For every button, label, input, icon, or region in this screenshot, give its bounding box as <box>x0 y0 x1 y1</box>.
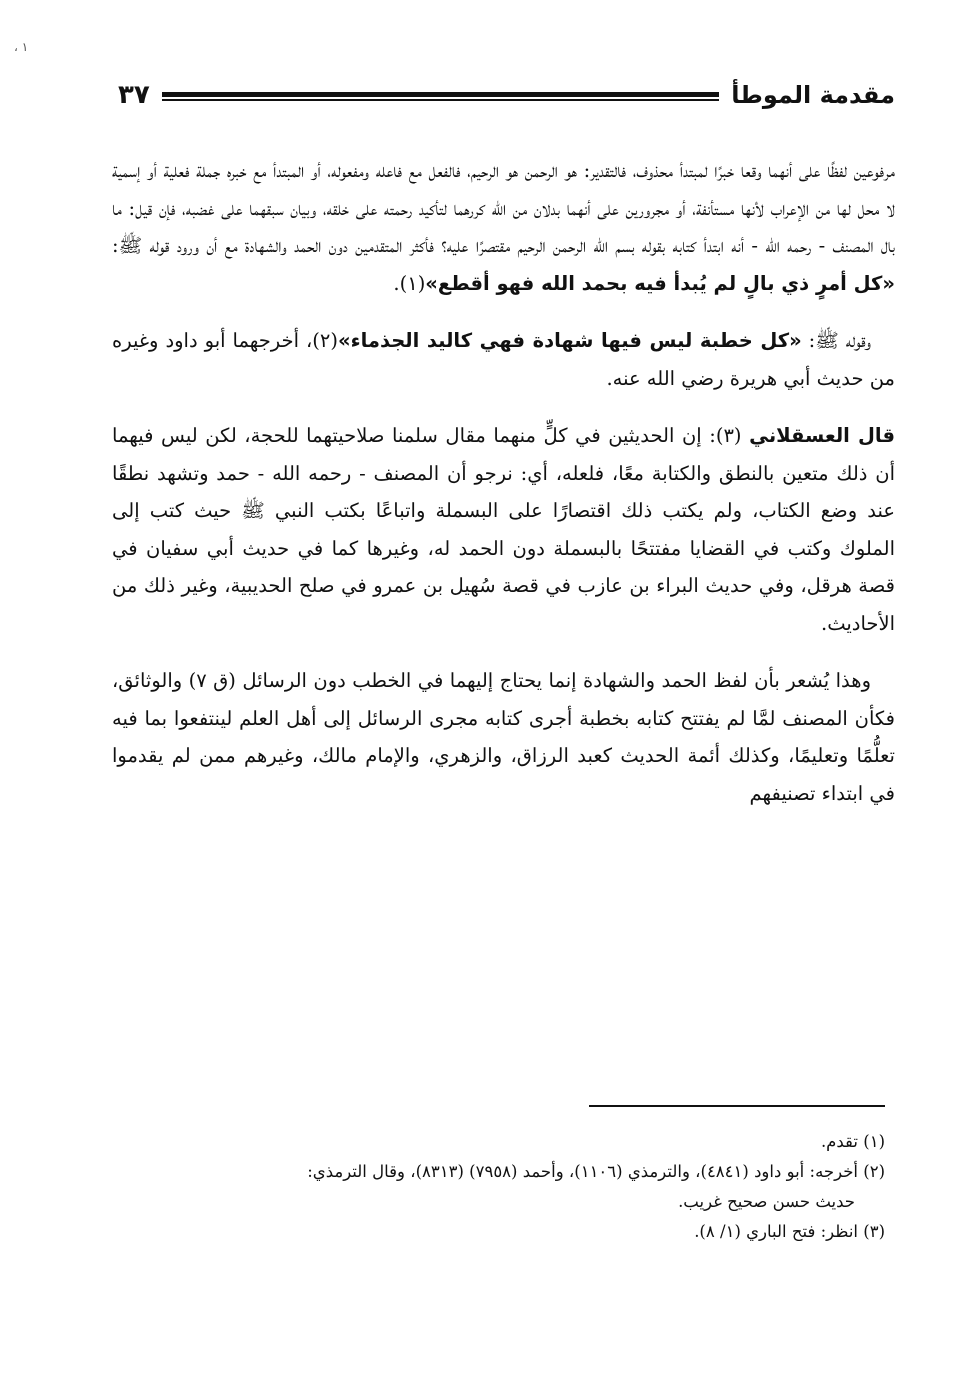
footnote-1: (١) تقدم. <box>820 1132 885 1151</box>
paragraph-1 <box>112 152 895 302</box>
header-title: مقدمة الموطأ <box>731 81 895 109</box>
paragraph-4 <box>112 662 895 812</box>
main-text <box>112 152 895 832</box>
footnote-2-continuation: حديث حسن صحيح غريب. <box>678 1192 855 1211</box>
footnote-separator <box>589 1105 885 1107</box>
paragraph-3 <box>112 417 895 642</box>
author-name-asqalani: قال العسقلاني <box>749 424 895 447</box>
paragraph-1-text: مرفوعين لفظًا على أنهما وقعا خبرًا لمبتدأ محذوف، فالتقدير: هو الرحمن هو الرحيم، فالفعل مع فاعله ومفعوله، أو المبتدأ مع خبره جملة فعلية أو إسمية لا محل لها من الإعراب لأنها مستأنفة، أو مجرورين على أنهما بدلان من الله كررهما لتأكيد رحمته على خلقه، وبيان سبقهما على غضبه، فإن قيل: ما بال المصنف - رحمه الله - أنه ابتدأ كتابه بقوله بسم الله الرحمن الرحيم مقتصرًا عليه؟ فأكثر المتقدمين دون الحمد والشهادة مع أن ورود قوله ﷺ: <box>112 159 895 257</box>
paragraph-2-text: وقوله ﷺ: <box>801 329 872 352</box>
running-header <box>118 80 895 110</box>
paragraph-3-text: (٣): إن الحديثين في كلٍّ منهما مقال سلمنا صلاحيتهما للحجة، لكن ليس فيهما أن ذلك متعين بالنطق والكتابة معًا، فلعله، أي: نرجو أن المصنف - رحمه الله - حمد وتشهد نطقًا عند وضع الكتاب، ولم يكتب ذلك اقتصارًا على البسملة واتباعًا بكتب النبي ﷺ حيث كتب إلى الملوك وكتب في القضايا مفتتحًا بالبسملة دون الحمد له، وغيرها كما في حديث أبي سفيان في قصة هرقل، وفي حديث البراء بن عازب في قصة سُهيل بن عمرو في صلح الحديبية، وغير ذلك من الأحاديث. <box>112 424 895 635</box>
paragraph-2-tail: (٢)، أخرجهما أبو داود وغيره من حديث أبي هريرة رضي الله عنه. <box>112 329 895 390</box>
page-number: ٣٧ <box>118 80 150 110</box>
paragraph-4-text: وهذا يُشعر بأن لفظ الحمد والشهادة إنما يحتاج إليهما في الخطب دون الرسائل (ق ٧) والوثائق، فكأن المصنف لمَّا لم يفتتح كتابه بخطبة أجرى كتابه مجرى الرسائل إلى أهل العلم لينتفعوا بما فيه تعلُّمًا وتعليمًا، وكذلك أئمة الحديث كعبد الرزاق، والزهري، والإمام مالك، وغيرهم ممن لم يقدموا في ابتداء تصنيفهم <box>112 669 895 805</box>
footnotes <box>112 1127 885 1247</box>
hadith-quote-2: «كل خطبة ليس فيها شهادة فهي كاليد الجذماء» <box>338 329 802 352</box>
paragraph-2 <box>112 322 895 397</box>
hadith-quote-1: «كل أمرٍ ذي بالٍ لم يُبدأ فيه بحمد الله فهو أقطع» <box>425 271 895 295</box>
corner-mark: ، ١ <box>14 40 29 54</box>
footnote-2: (٢) أخرجه: أبو داود (٤٨٤١)، والترمذي (١١٠٦)، وأحمد (٧٩٥٨) (٨٣١٣)، وقال الترمذي: <box>307 1162 885 1181</box>
footnote-ref-1: (١). <box>393 271 426 295</box>
footnote-3: (٣) انظر: فتح الباري (١/ ٨). <box>694 1222 885 1241</box>
header-rule <box>162 92 719 101</box>
